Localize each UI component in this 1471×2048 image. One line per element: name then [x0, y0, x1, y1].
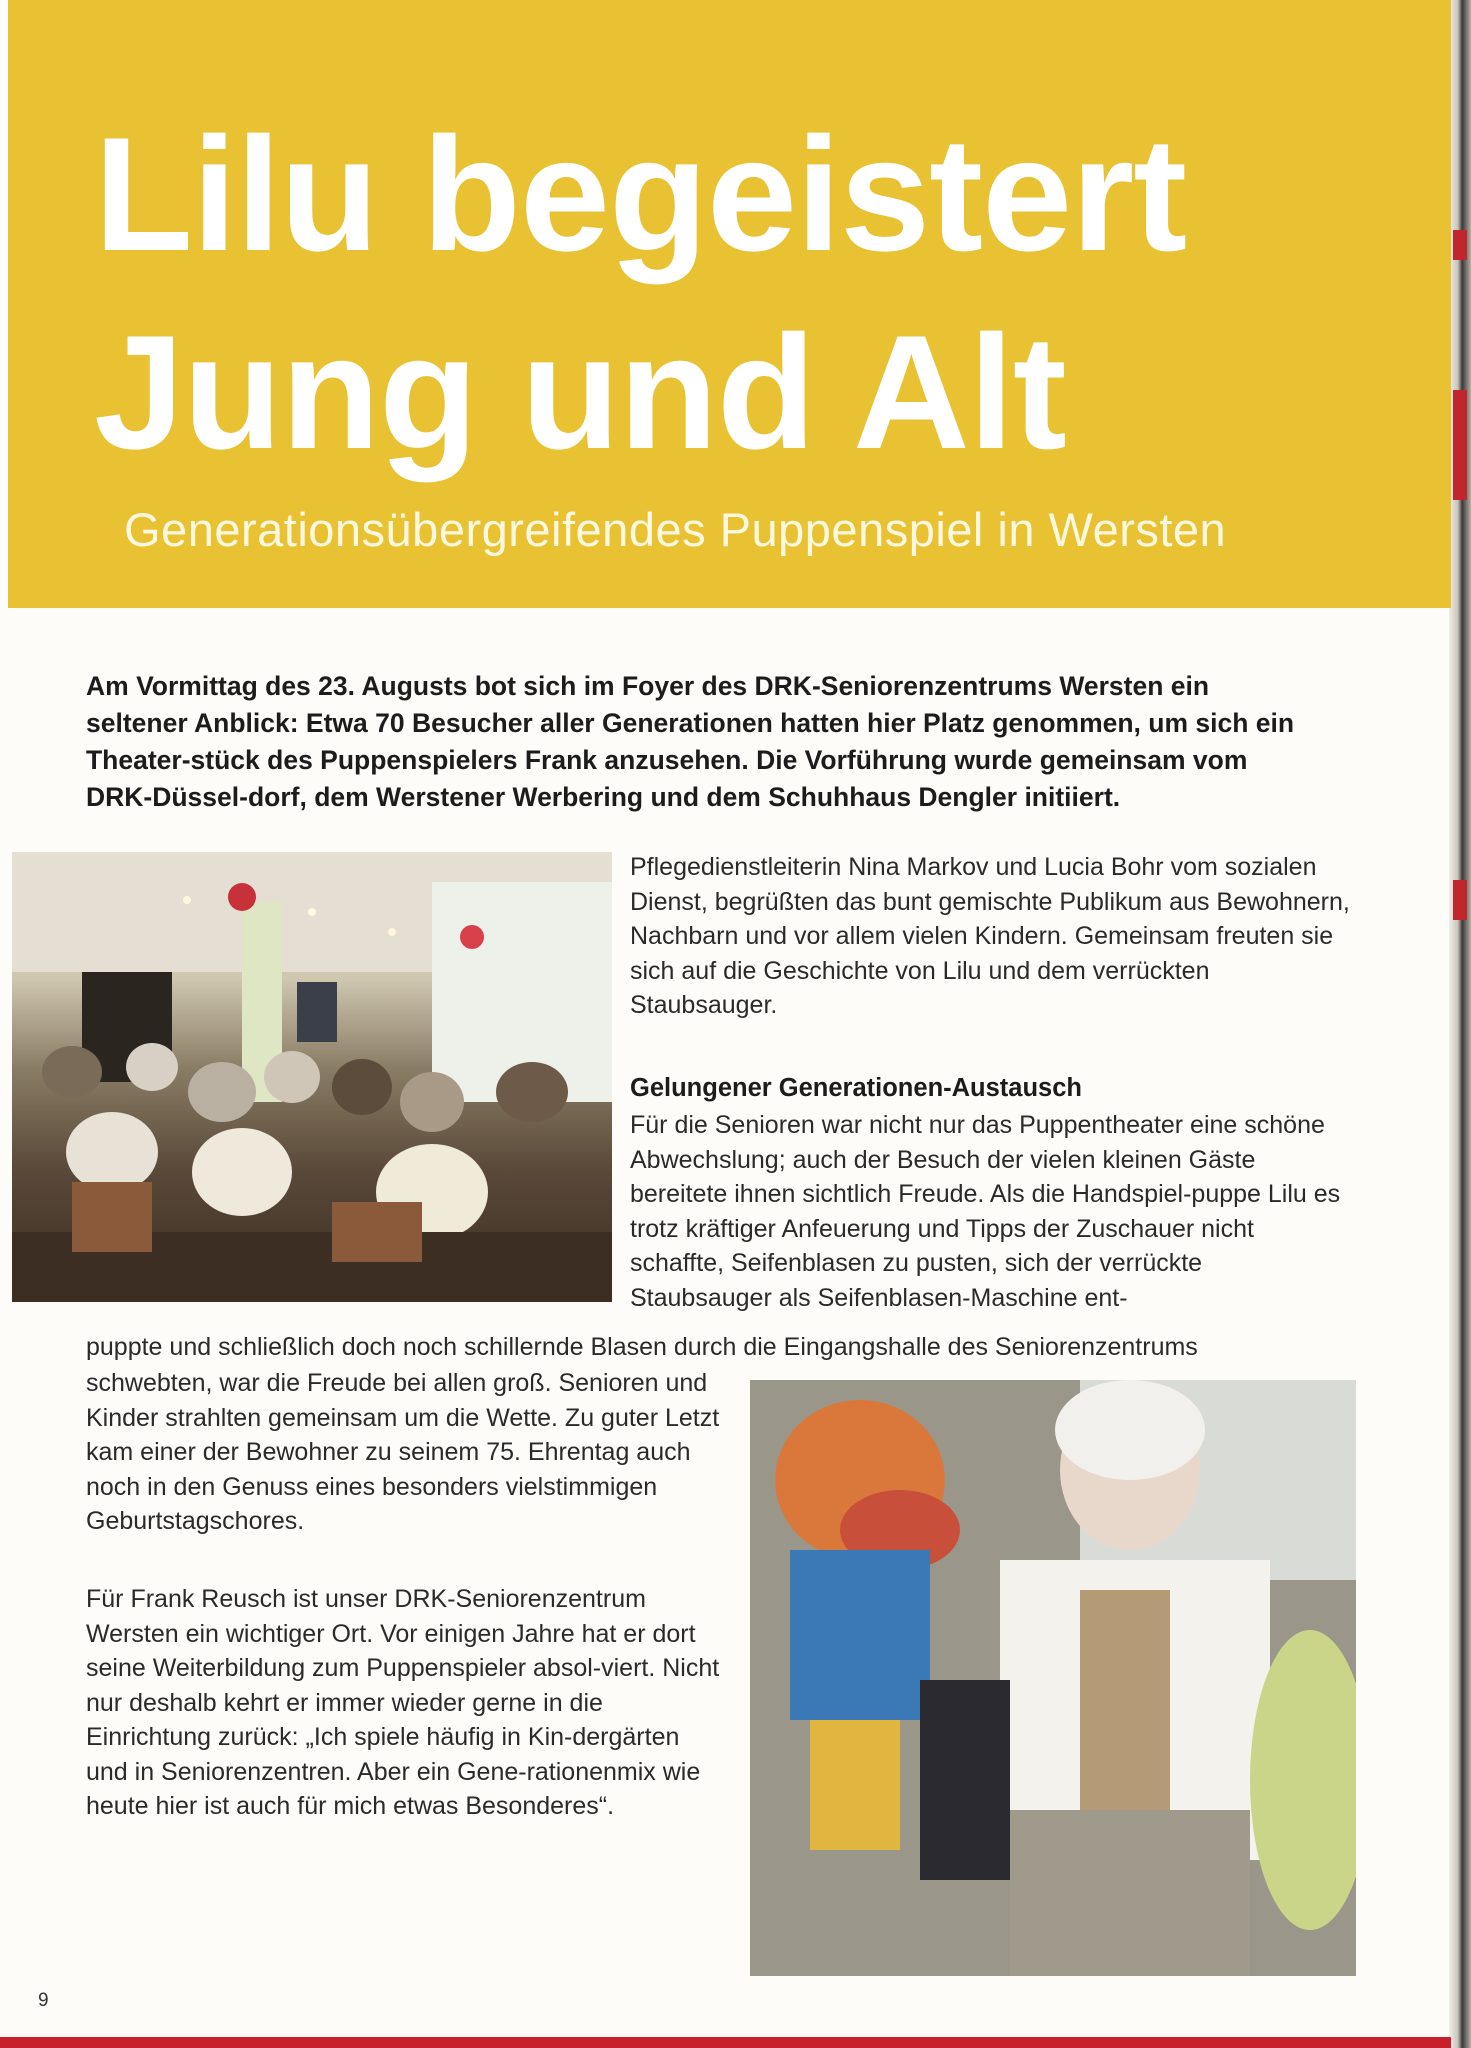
body-paragraph-3: schwebten, war die Freude bei allen groß. Senioren und Kinder strahlten gemeinsam um die Wette. Zu guter Letzt kam einer der Bewohner zu seinem 75. Ehrentag auch noch in den Genuss eines besonders vielstimmigen Geburtstagschores. — [86, 1369, 720, 1535]
edge-mark — [1453, 230, 1467, 260]
edge-mark — [1453, 390, 1467, 500]
headline-line-1: Lilu begeistert — [94, 104, 1187, 285]
title-banner — [8, 0, 1451, 608]
body-paragraph-4: Für Frank Reusch ist unser DRK-Seniorenzentrum Wersten ein wichtiger Ort. Vor einigen Jahre hat er dort seine Weiterbildung zum Puppenspieler absol-viert. Nicht nur deshalb kehrt er immer wieder gerne in die Einrichtung zurück: „Ich spiele häufig in Kin-dergärten und in Seniorenzentren. Aber ein Gene-rationenmix wie heute hier ist auch für mich etwas Besonderes“. — [86, 1585, 720, 1820]
puppet-illustration — [750, 1380, 1356, 1976]
bottom-rule — [0, 2037, 1451, 2048]
page-number: 9 — [38, 1990, 49, 2011]
audience-illustration — [12, 852, 612, 1302]
subheadline: Generationsübergreifendes Puppenspiel in Wersten — [124, 503, 1227, 556]
puppet-photo — [750, 1380, 1356, 1976]
headline-line-2: Jung und Alt — [94, 302, 1066, 483]
section-heading: Gelungener Generationen-Austausch — [630, 1074, 1083, 1102]
edge-mark — [1453, 880, 1467, 920]
lead-paragraph: Am Vormittag des 23. Augusts bot sich im Foyer des DRK-Seniorenzentrums Wersten ein seltener Anblick: Etwa 70 Besucher aller Generationen hatten hier Platz genommen, um sich ein Theater-stück des Puppenspielers Frank anzusehen. Die Vorführung wurde gemeinsam vom DRK-Düssel-dorf, dem Werstener Werbering und dem Schuhhaus Dengler initiiert. — [86, 671, 1295, 812]
headline — [94, 96, 1186, 492]
body-paragraph-2-continued: puppte und schließlich doch noch schillernde Blasen durch die Eingangshalle des Seniorenzentrums — [86, 1333, 1198, 1361]
body-paragraph-1: Pflegedienstleiterin Nina Markov und Lucia Bohr vom sozialen Dienst, begrüßten das bunt gemischte Publikum aus Bewohnern, Nachbarn und vor allem vielen Kindern. Gemeinsam freuten sie sich auf die Geschichte von Lilu und dem verrückten Staubsauger. — [630, 853, 1350, 1019]
body-paragraph-2: Für die Senioren war nicht nur das Puppentheater eine schöne Abwechslung; auch der Besuch der vielen kleinen Gäste bereitete ihnen sichtlich Freude. Als die Handspiel-puppe Lilu es trotz kräftiger Anfeuerung und Tipps der Zuschauer nicht schaffte, Seifenblasen zu pusten, sich der verrückte Staubsauger als Seifenblasen-Maschine ent- — [630, 1111, 1341, 1312]
page-edge — [1449, 0, 1471, 2048]
audience-photo — [12, 852, 612, 1302]
